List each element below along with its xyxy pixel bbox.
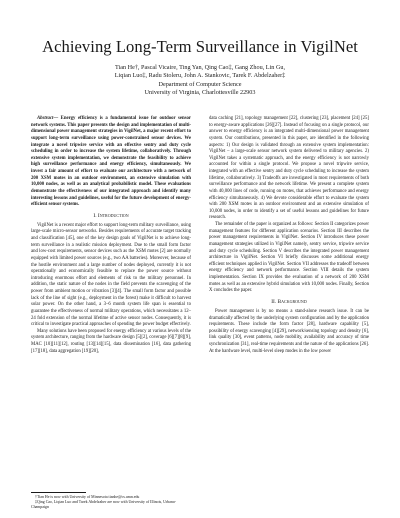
abstract-text: — Energy efficiency is a fundamental issue for outdoor sensor network systems. This paper presents the design and implementation of multi-dimensional power management strategies in VigilNet, a major recent effort to support long-term surveillance using power-constrained sensor devices. We integrate a novel tripwire service with an effective sentry and duty cycle scheduling in order to increase the system lifetime, collaboratively. Through extensive system implementation, we demonstrate the feasibility to achieve high surveillance performance and energy efficiency, simultaneously. We invest a fair amount of effort to evaluate our architecture with a network of 200 XSM motes in an outdoor environment, an extensive simulation with 10,000 nodes, as well as an analytical probabilistic model. These evaluations demonstrate the effectiveness of our integrated approach and identify many interesting lessons and guidelines, useful for the future development of energy-efficient sensor systems. — [31, 116, 191, 208]
intro-paragraph-2: Many solutions have been proposed for energy efficiency at various levels of the system architecture, ranging from the hardware design [5][2], coverage [6][7][8][9], MAC [10][11][12], routing [13][14][15], data dissemination [16], data gathering [17][18], data aggregation [19][20], — [31, 328, 191, 354]
footnotes — [31, 492, 191, 509]
footnote-rule — [31, 492, 86, 493]
university: University of Virginia, Charlottesville 22903 — [144, 88, 256, 96]
intro-paragraph-1: VigilNet is a recent major effort to support long-term military surveillance, using large-scale micro-sensor networks. Besides requirements of accurate target tracking and classification [45], one of the key design goals of VigilNet is to achieve long-term surveillance in a realistic mission deployment. Due to the small form factor and low-cost requirements, sensor devices such as the XSM motes [2] are normally equipped with limited power sources (e.g., two AA batteries). Moreover, because of the hostile environment and a large number of nodes deployed, currently it is not operationally and economically feasible to replace the power source without introducing enormous effort and elements of risk to the military personnel. In addition, the static nature of the nodes in the field prevents the scavenging of the power from ambient motion or vibration [3][4]. The small form factor and possible lack of the line of sight (e.g., deployment in the forest) make it difficult to harvest solar power. On the other hand, a 3–6 month system life span is essential to guarantee the effectiveness of normal military operations, which necessitates a 12–24 fold extension of the normal lifetime of active sensor nodes. Consequently, it is critical to investigate practical approaches of spending the power budget effectively. — [31, 222, 191, 328]
left-column — [31, 116, 191, 355]
author-line-1: Tian He†, Pascal Vicaire, Ting Yan, Qing Cao‡, Gang Zhou, Lin Gu, — [114, 64, 286, 71]
paper-title: Achieving Long-Term Surveillance in VigilNet — [42, 37, 358, 56]
author-block — [0, 64, 400, 97]
abstract — [31, 116, 191, 209]
author-line-2: Liqian Luo‡, Radu Stoleru, John A. Stankovic, Tarek F. Abdelzaher‡ — [114, 72, 286, 80]
background-paragraph-1: Power management is by no means a stand-alone research issue. It can be dramatically affected by the underlying system configuration and by the application requirements. These include the form factor [28], hardware capability [5], possibility of energy scavenging [4][29], network/sensing topology and density [6], link quality [30], event patterns, node mobility, availability and accuracy of time synchronization [31], real-time requirements and the nature of the applications [26]. At the hardware level, multi-level sleep modes in the low power — [209, 308, 369, 354]
intro-paragraph-4: The remainder of the paper is organized as follows: Section II categorizes power management features for different application scenarios. Section III describes the power management requirements in VigilNet. Section IV introduces these power management strategies utilized in VigilNet namely, sentry service, tripwire service and duty cycle scheduling. Section V describes the integrated power management architecture in VigilNet. Section VI briefly discusses some additional energy efficient techniques applied in VigilNet. Section VII addresses the tradeoff between energy efficiency and network performance. Section VIII details the system implementation. Section IX provides the evaluation of a network of 200 XSM motes as well as an extensive hybrid simulation with 10,000 nodes. Finally, Section X concludes the paper. — [209, 222, 369, 294]
section-heading-introduction: I. Introduction — [93, 212, 129, 219]
department: Department of Computer Science — [158, 80, 242, 88]
intro-paragraph-3: data caching [21], topology management [22], clustering [23], placement [24] [25] to energy-aware applications [26][27]. Instead of focusing on a single protocol, our answer to energy efficiency is an integrated multi-dimensional power management system. Our contributions, presented in this paper, are identified in the following aspects: 1) Our design is validated through an extensive system implementation: VigilNet – a large-scale sensor network system delivered to military agencies. 2) VigilNet takes a systematic approach, and the energy efficiency is not narrowly accounted for within a single protocol. We propose a novel tripwire service, integrated with an effective sentry and duty cycle scheduling to increase the system lifetime, collaboratively. 3) Tradeoffs are investigated in most requirements of both surveillance performance and the network lifetime. We present a complete system with 40,000 lines of code, running on motes, that achieves performance and energy efficiency simultaneously. 4) We devote considerable effort to evaluate the system with 200 XSM motes in an outdoor environment and an extensive simulation of 10,000 nodes, in order to identify a set of useful lessons and guidelines for future research. — [209, 116, 369, 221]
section-heading-background: II. Background — [271, 298, 307, 305]
footnote-1: †Tian He is now with University of Minnesota tianhe@cs.umn.edu — [35, 495, 140, 499]
right-column — [209, 116, 369, 355]
abstract-label: Abstract — [37, 116, 54, 121]
footnote-2: ‡Qing Cao, Liqian Luo and Tarek Abdelzaher are now with University of Illinois, Urbana-Champaign — [31, 499, 176, 509]
